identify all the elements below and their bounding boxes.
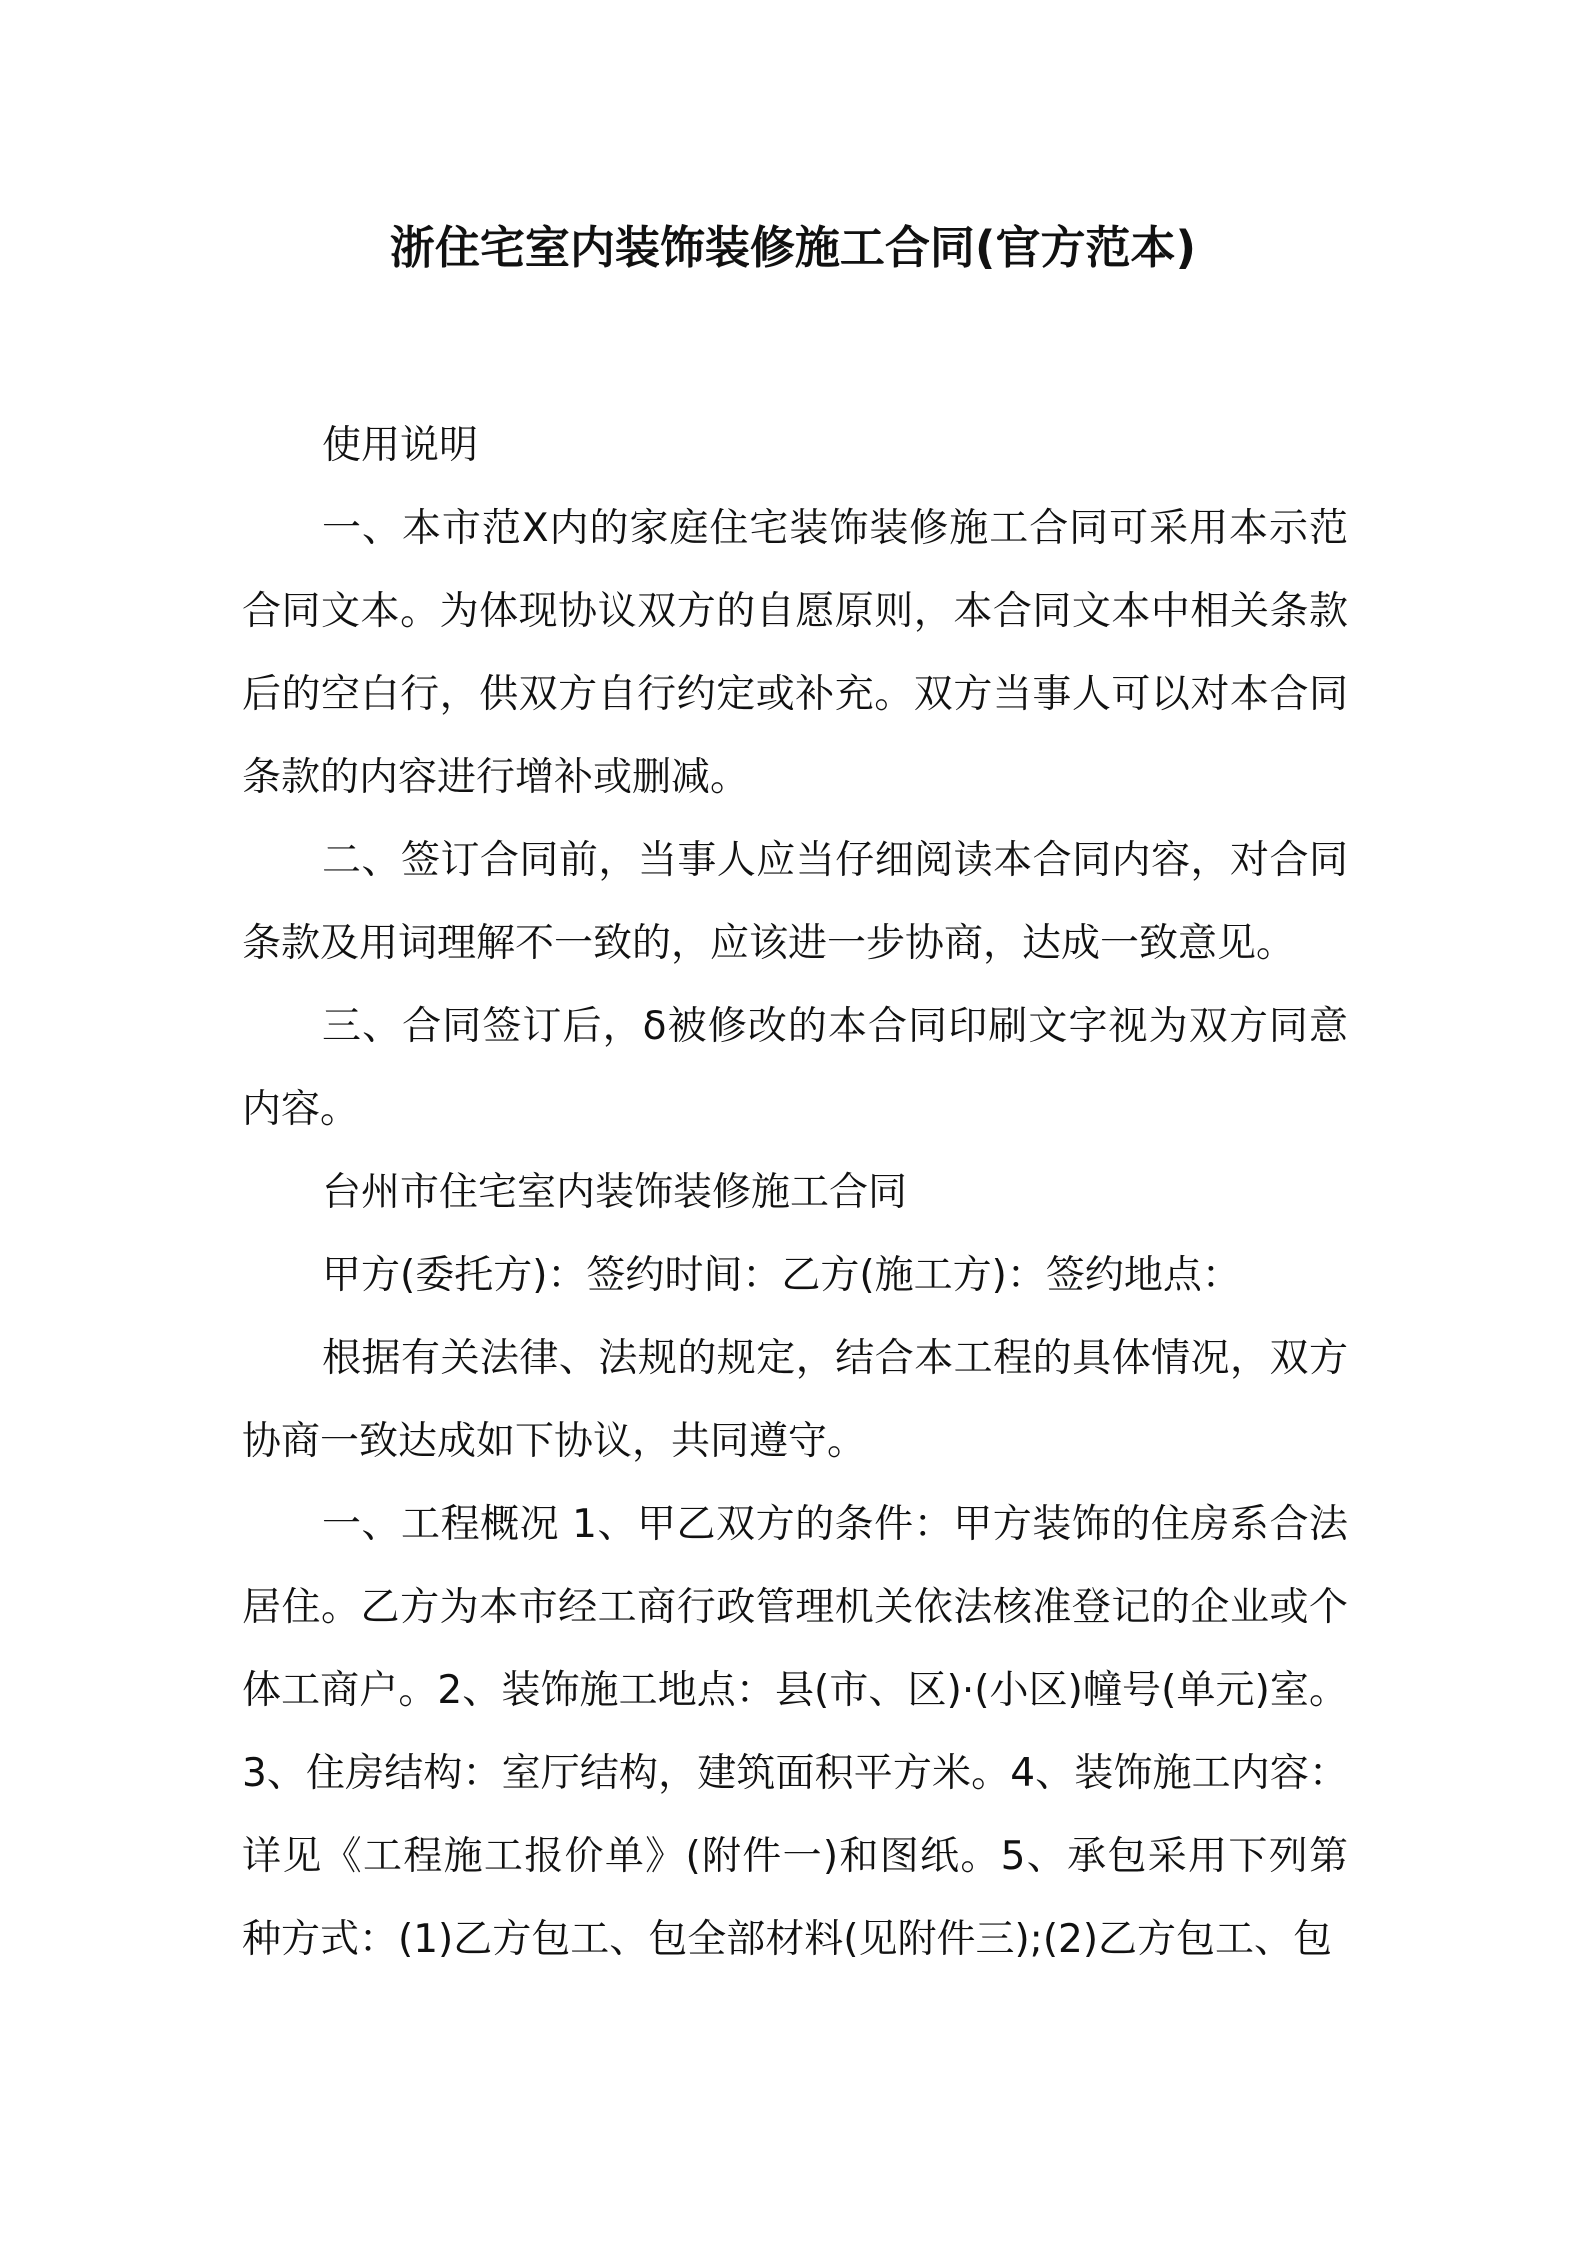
document-title: 浙住宅室内装饰装修施工合同(官方范本) <box>389 221 1197 274</box>
document-body <box>242 404 1348 1981</box>
paragraph-project-overview: 一、工程概况 1、甲乙双方的条件：甲方装饰的住房系合法居住。乙方为本市经工商行政管理机关依法核准登记的企业或个体工商户。2、装饰施工地点：县(市、区)·(小区)幢号(单元)室。3、住房结构：室厅结构，建筑面积平方米。4、装饰施工内容：详见《工程施工报价单》(附件一)和图纸。5、承包采用下列第种方式：(1)乙方包工、包全部材料(见附件三);(2)乙方包工、包 <box>242 1502 1348 1962</box>
parties-line: 甲方(委托方)：签约时间：乙方(施工方)：签约地点： <box>322 1253 1241 1298</box>
contract-heading: 台州市住宅室内装饰装修施工合同 <box>322 1170 908 1215</box>
paragraph-preamble: 根据有关法律、法规的规定，结合本工程的具体情况，双方协商一致达成如下协议，共同遵守。 <box>242 1336 1348 1464</box>
paragraph-usage-1: 一、本市范X内的家庭住宅装饰装修施工合同可采用本示范合同文本。为体现协议双方的自愿原则，本合同文本中相关条款后的空白行，供双方自行约定或补充。双方当事人可以对本合同条款的内容进行增补或删减。 <box>242 506 1348 800</box>
paragraph-usage-heading: 使用说明 <box>322 423 479 468</box>
paragraph-usage-2: 二、签订合同前，当事人应当仔细阅读本合同内容，对合同条款及用词理解不一致的，应该进一步协商，达成一致意见。 <box>242 838 1348 966</box>
paragraph-usage-3: 三、合同签订后，δ被修改的本合同印刷文字视为双方同意内容。 <box>242 1004 1348 1132</box>
